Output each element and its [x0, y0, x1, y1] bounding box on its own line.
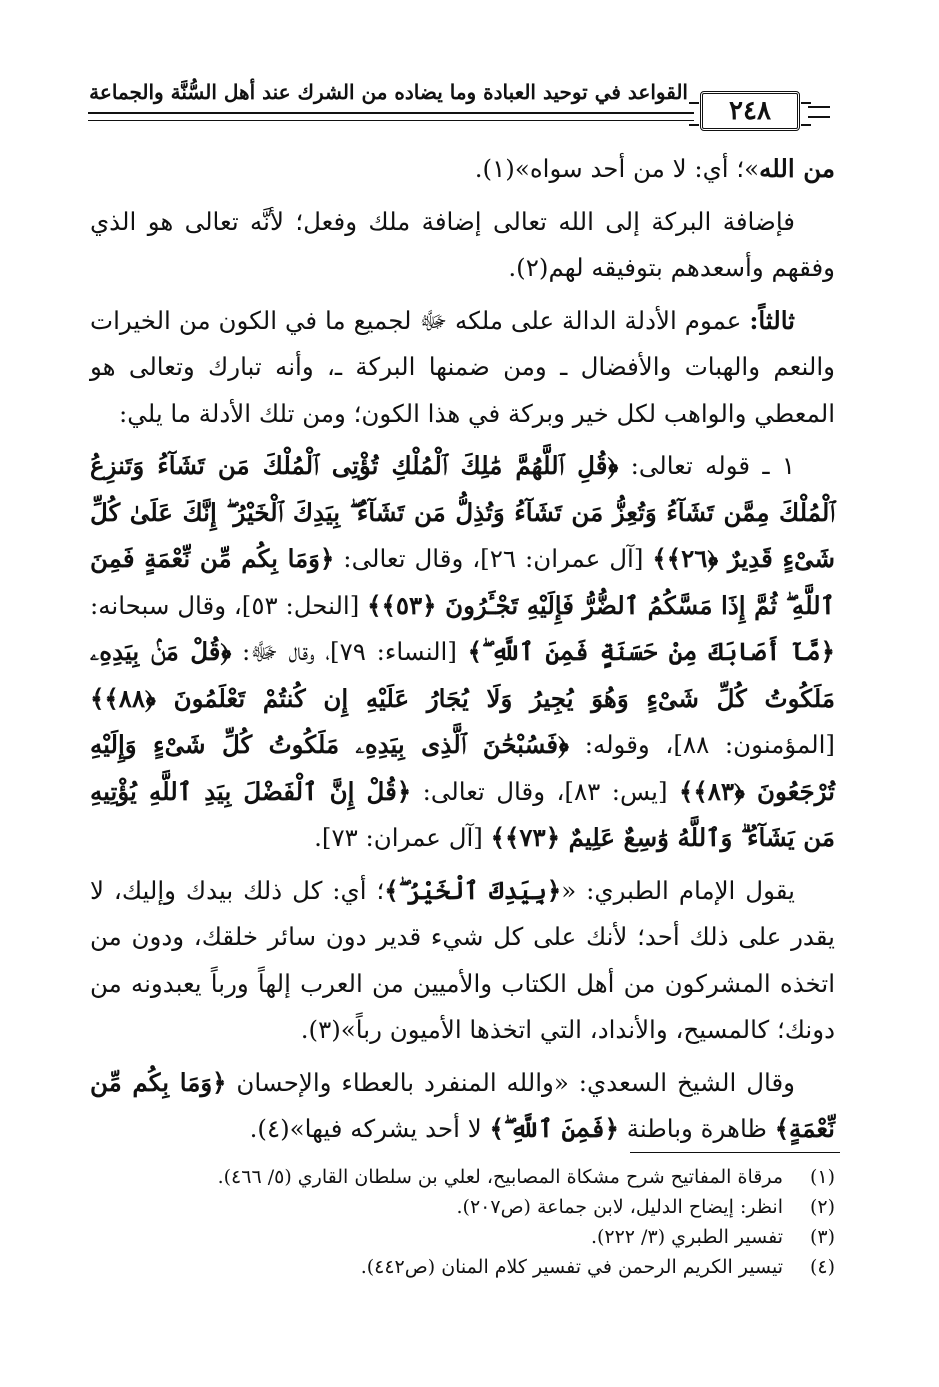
quran-verse: ﴿فَسُبْحَٰنَ ٱلَّذِى بِيَدِهِۦ مَلَكُوتُ كُلِّ شَىْءٍ وَإِلَيْهِ تُرْجَعُونَ ﴿٨٣﴾﴾	[90, 730, 835, 806]
running-title: القواعد في توحيد العبادة وما يضاده من الشرك عند أهل السُّنَّة والجماعة	[89, 80, 688, 104]
quran-verse: ﴿وَمَا بِكُم مِّن نِّعْمَةٍ﴾	[90, 1067, 835, 1143]
header-rule-ornament	[808, 106, 830, 118]
quote-end-bold: من الله	[759, 154, 835, 183]
paragraph-2: فإضافة البركة إلى الله تعالى إضافة ملك وفعل؛ لأنَّه تعالى هو الذي وفقهم وأسعدهم بتوفيقه لهم(٢).	[90, 206, 835, 282]
tabari-text: ؛ أي: كل ذلك بيدك وإليك، لا يقدر على ذلك أحد؛ لأنك على كل شيء قدير دون سائر خلقك، ودون من اتخذه المشركون من أهل الكتاب والأميين من العرب إلهاً ورباً يعبدونه من دونك؛ كالمسيح، والأنداد، التي اتخذها الأميون رباً»(٣).	[90, 875, 835, 1044]
evidence-text: [النحل: ٥٣]، وقال سبحانه:	[90, 590, 368, 620]
evidence-text: ١ ـ قوله تعالى:	[618, 451, 795, 480]
footnote-text: تيسير الكريم الرحمن في تفسير كلام المنان (ص٤٤٢).	[360, 1256, 783, 1278]
saadi-text-end: لا أحد يشركه فيها»(٤).	[249, 1114, 490, 1143]
paragraph-1-text: »؛ أي: لا من أحد سواه»(١).	[474, 154, 760, 183]
footnote	[120, 1222, 835, 1252]
evidence-item-1	[90, 443, 835, 862]
quran-verse: ﴿بِيَدِكَ ٱلْخَيْرُ ۖ﴾	[384, 875, 562, 905]
footnote-number: (٢)	[809, 1196, 835, 1218]
paragraph-saadi	[90, 1060, 835, 1153]
evidence-text: [آل عمران: ٧٣].	[314, 823, 491, 852]
footnote-separator	[630, 1152, 840, 1153]
footnote-text: انظر: إيضاح الدليل، لابن جماعة (ص٢٠٧).	[456, 1196, 783, 1218]
main-text	[90, 146, 835, 1153]
quran-verse: ﴿قُلْ مَنۢ بِيَدِهِۦ مَلَكُوتُ كُلِّ شَىْءٍ وَهُوَ يُجِيرُ وَلَا يُجَارُ عَلَيْهِ إِن كُنتُمْ تَعْلَمُونَ ﴿٨٨﴾﴾	[90, 637, 835, 713]
footnotes	[120, 1162, 835, 1282]
quran-verse: ﴿وَمَا بِكُم مِّن نِّعْمَةٍ فَمِنَ ٱللَّهِ ۖ ثُمَّ إِذَا مَسَّكُمُ ٱلضُّرُّ فَإِلَيْهِ تَجْـَٔرُونَ ﴿٥٣﴾﴾	[90, 544, 835, 620]
saadi-text: ظاهرة وباطنة	[618, 1114, 775, 1143]
evidence-text: [النساء: ٧٩]، وقال ﷻ:	[231, 637, 468, 666]
footnote-number: (١)	[809, 1166, 835, 1188]
paragraph-1	[90, 146, 835, 193]
evidence-text: [المؤمنون: ٨٨]، وقوله:	[569, 730, 835, 759]
footnote-number: (٤)	[809, 1256, 835, 1278]
paragraph-3-text: عموم الأدلة الدالة على ملكه ﷻ لجميع ما في الكون من الخيرات والنعم والهبات والأفضال ـ ومن ضمنها البركة ـ، وأنه تبارك وتعالى هو المعطي والواهب لكل خير وبركة في هذا الكون؛ ومن تلك الأدلة ما يلي:	[90, 305, 835, 428]
evidence-text: [يس: ٨٣]، وقال تعالى:	[411, 776, 679, 806]
header-rule	[88, 112, 694, 121]
evidence-text: [آل عمران: ٢٦]، وقال تعالى:	[334, 544, 653, 573]
quran-verse: ﴿مَّآ أَصَابَكَ مِنْ حَسَنَةٍ فَمِنَ ٱللَّهِ ۖ﴾	[467, 637, 835, 666]
page-number: ٢٤٨	[700, 91, 800, 131]
quran-verse: ﴿قُلِ ٱللَّهُمَّ مَٰلِكَ ٱلْمُلْكِ تُؤْتِى ٱلْمُلْكَ مَن تَشَآءُ وَتَنزِعُ ٱلْمُلْكَ مِمَّن تَشَآءُ وَتُعِزُّ مَن تَشَآءُ وَتُذِلُّ مَن تَشَآءُ ۖ بِيَدِكَ ٱلْخَيْرُ ۖ إِنَّكَ عَلَىٰ كُلِّ شَىْءٍ قَدِيرٌ ﴿٢٦﴾﴾	[90, 451, 835, 573]
section-marker: ثالثاً:	[749, 305, 795, 335]
footnote-text: مرقاة المفاتيح شرح مشكاة المصابيح، لعلي بن سلطان القاري (٥/ ٤٦٦).	[217, 1166, 783, 1188]
footnote-text: تفسير الطبري (٣/ ٢٢٢).	[590, 1226, 783, 1248]
paragraph-tabari	[90, 868, 835, 1054]
footnote-number: (٣)	[809, 1226, 835, 1248]
paragraph-3	[90, 298, 835, 438]
quran-verse: ﴿قُلْ إِنَّ ٱلْفَضْلَ بِيَدِ ٱللَّهِ يُؤْتِيهِ مَن يَشَآءُ ۗ وَٱللَّهُ وَٰسِعٌ عَلِيمٌ ﴿٧٣﴾﴾	[90, 776, 835, 852]
tabari-intro: يقول الإمام الطبري: «	[561, 875, 795, 905]
saadi-intro: وقال الشيخ السعدي: «والله المنفرد بالعطاء والإحسان	[226, 1067, 795, 1097]
footnote	[120, 1162, 835, 1192]
footnote	[120, 1252, 835, 1282]
footnote	[120, 1192, 835, 1222]
quran-verse: ﴿فَمِنَ ٱللَّهِ ۖ﴾	[489, 1114, 619, 1143]
